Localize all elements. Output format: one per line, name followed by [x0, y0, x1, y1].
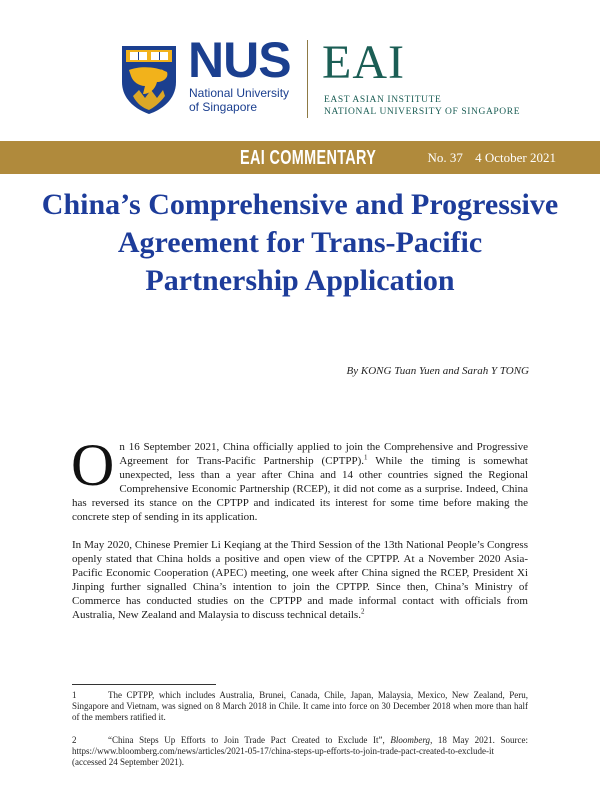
issue-meta [418, 149, 556, 167]
article-body [71, 432, 528, 622]
footnotes [72, 690, 528, 768]
footnote-text: “China Steps Up Efforts to Join Trade Pact Created to Exclude It”, [108, 735, 391, 745]
footnote-ref-1[interactable]: 1 [364, 453, 368, 462]
footnote-rule [72, 684, 216, 685]
commentary-band [0, 141, 600, 174]
drop-cap: O [71, 432, 115, 498]
masthead [0, 0, 600, 140]
paragraph-2-text: In May 2020, Chinese Premier Li Keqiang at the Third Session of the 13th National People’s Congress openly stated that China holds a positive and open view of the CPTPP. At a November 2020 Asia-Pacific Economic Cooperation (APEC) meeting, one week after China signed the RCEP, President Xi Jinping further signalled China’s intention to join the CPTPP. Since then, China’s Ministry of Commerce has conducted studies on the CPTPP and made informal contact with officials from Australia, New Zealand and Malaysia to discuss technical details. [72, 539, 528, 621]
logo-divider [307, 40, 308, 118]
nus-subtitle-line-2: of Singapore [189, 100, 258, 114]
footnote-2 [72, 735, 528, 768]
footnote-text: The CPTPP, which includes Australia, Brunei, Canada, Chile, Japan, Malaysia, Mexico, New Zealand, Peru, Singapore and Vietnam, was signed on 8 March 2018 in Chile. It came into force on 30 December 2018 when more than half of the members ratified it. [72, 690, 528, 722]
paragraph-1-text-a: n 16 September 2021, China officially applied to join the Comprehensive and Progressive Agreement for Trans-Pacific Partnership (CPTPP). [119, 441, 528, 467]
nus-crest-icon [119, 42, 179, 116]
issue-date: 4 October 2021 [475, 150, 556, 165]
paragraph-1-text-b: While the timing is somewhat unexpected, less than a year after China and 14 other countries signed the Regional Comprehensive Economic Partnership (RCEP), it did not come as a surprise. Indeed, China has reversed its stance on the CPTPP and indicated its interest for some time before making the concrete step of sending in its application. [72, 455, 528, 523]
eai-subtitle-line-1: EAST ASIAN INSTITUTE [324, 95, 442, 105]
footnote-number: 1 [72, 690, 77, 700]
footnote-source-name: Bloomberg [390, 735, 431, 745]
nus-logo-subtitle [189, 86, 289, 114]
paragraph-2 [72, 538, 528, 622]
footnote-ref-2[interactable]: 2 [360, 607, 365, 616]
eai-logo-wordmark: EAI [322, 36, 405, 89]
page-title: China’s Comprehensive and Progressive Agreement for Trans-Pacific Partnership Application [41, 188, 559, 297]
byline: By KONG Tuan Yuen and Sarah Y TONG [346, 365, 529, 377]
issue-number: No. 37 [427, 150, 463, 165]
footnote-1 [72, 690, 528, 723]
nus-logo-wordmark: NUS [188, 32, 291, 88]
footnote-text-tail[interactable]: , 18 May 2021. Source: https://www.bloomberg.com/news/articles/2021-05-17/china-steps-up-efforts-to-join-trade-pact-created-to-exclude-it (accessed 24 September 2021). [72, 735, 528, 767]
nus-subtitle-line-1: National University [189, 86, 290, 100]
eai-logo-subtitle [324, 94, 520, 118]
eai-subtitle-line-2: NATIONAL UNIVERSITY OF SINGAPORE [324, 107, 521, 117]
commentary-label: EAI COMMENTARY [240, 147, 377, 169]
paragraph-1 [71, 432, 528, 524]
footnote-number: 2 [72, 735, 77, 745]
